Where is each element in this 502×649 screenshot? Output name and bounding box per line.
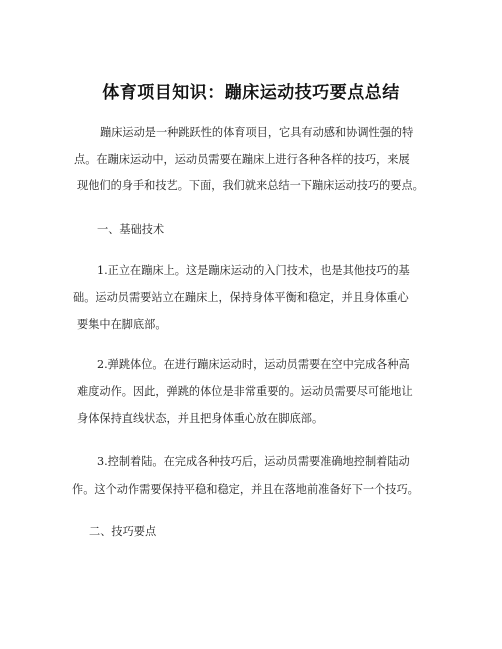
paragraph-line: 2.弹跳体位。在进行蹦床运动时，运动员需要在空中完成各种高 (97, 358, 410, 371)
paragraph-line: 现他们的身手和技艺。下面，我们就来总结一下蹦床运动技巧的要点。 (77, 179, 424, 192)
paragraph-line: 础。运动员需要站立在蹦床上，保持身体平衡和稳定，并且身体重心 (73, 291, 409, 304)
section-heading: 二、技巧要点 (89, 525, 157, 538)
paragraph-line: 1.正立在蹦床上。这是蹦床运动的入门技术，也是其他技巧的基 (97, 264, 410, 277)
paragraph-line: 3.控制着陆。在完成各种技巧后，运动员需要准确地控制着陆动 (97, 455, 410, 468)
paragraph-line: 蹦床运动是一种跳跃性的体育项目，它具有动感和协调性强的特 (100, 126, 414, 139)
paragraph-line: 要集中在脚底部。 (77, 318, 167, 331)
document-title: 体育项目知识：蹦床运动技巧要点总结 (102, 83, 400, 103)
paragraph-line: 作。这个动作需要保持平稳和稳定，并且在落地前准备好下一个技巧。 (72, 483, 419, 496)
paragraph-line: 点。在蹦床运动中，运动员需要在蹦床上进行各种各样的技巧，来展 (74, 153, 410, 166)
section-heading: 一、基础技术 (97, 223, 165, 236)
paragraph-line: 身体保持直线状态，并且把身体重心放在脚底部。 (77, 412, 324, 425)
paragraph-line: 难度动作。因此，弹跳的体位是非常重要的。运动员需要尽可能地让 (77, 385, 413, 398)
